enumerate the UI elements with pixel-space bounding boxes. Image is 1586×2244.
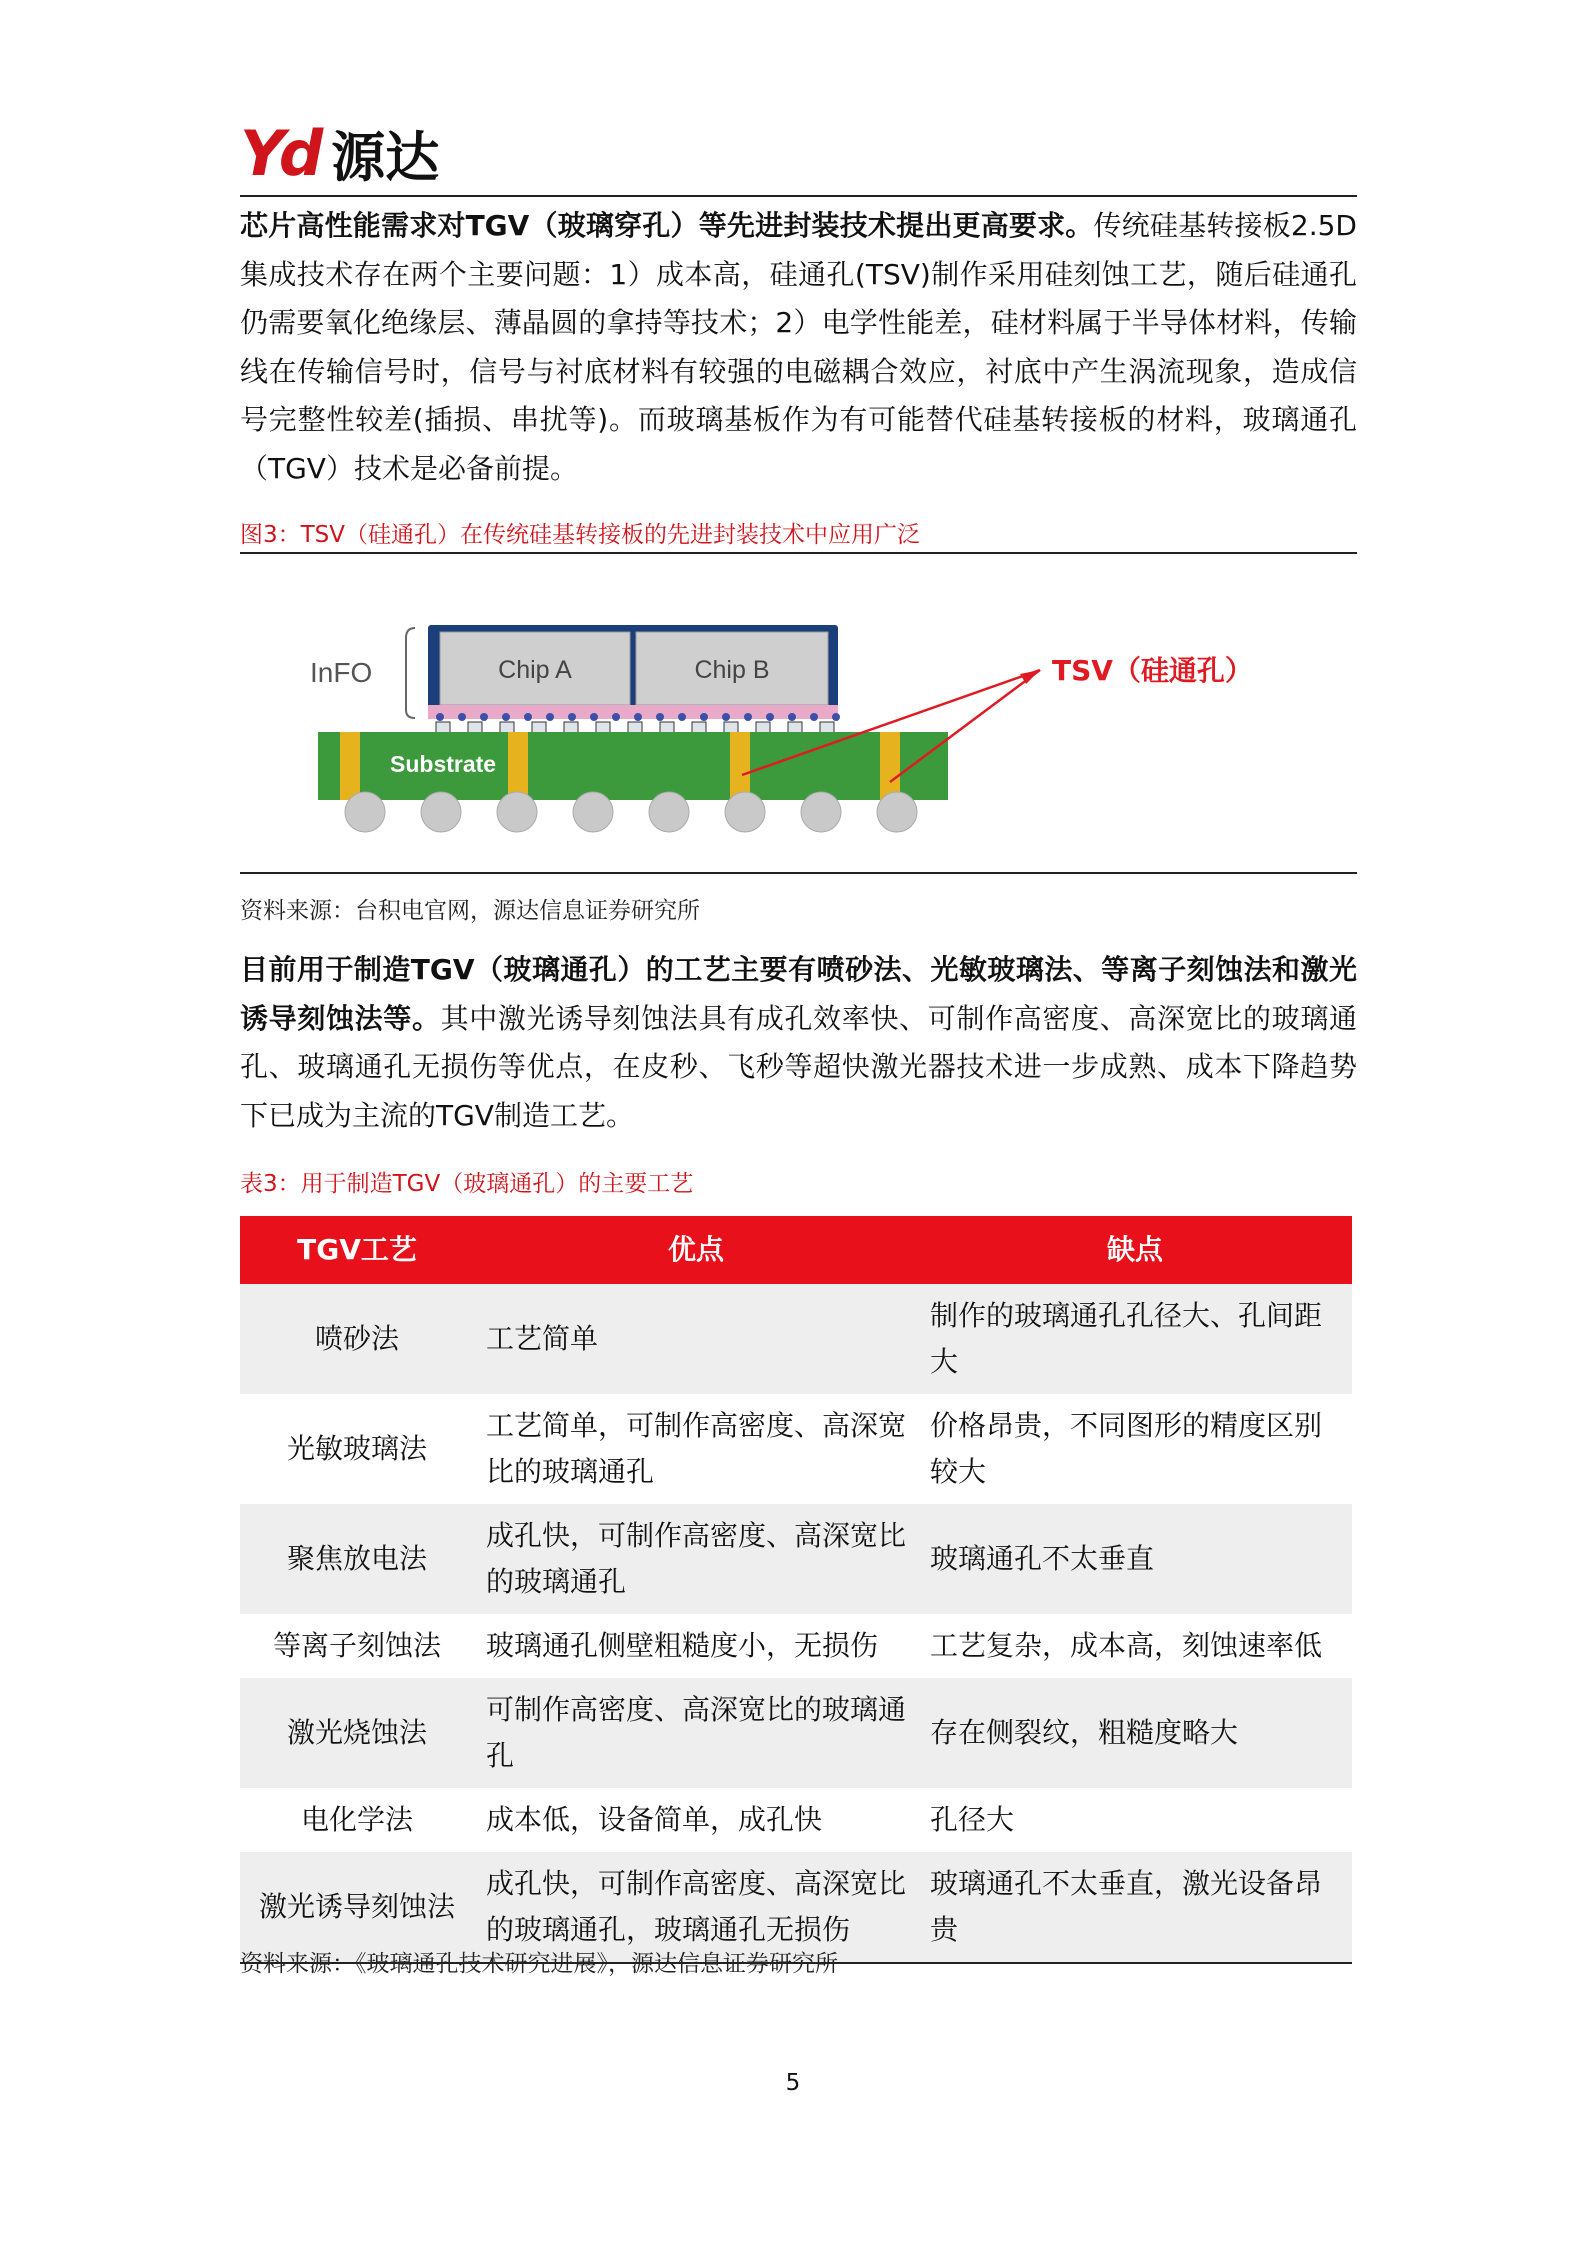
- chip-a-label: Chip A: [498, 656, 572, 684]
- table-row: [240, 1614, 1352, 1678]
- table-header: 缺点: [918, 1216, 1352, 1284]
- paragraph-2: [240, 946, 1357, 1140]
- tsv-label: TSV（硅通孔）: [1052, 654, 1253, 687]
- table-caption: 表3：用于制造TGV（玻璃通孔）的主要工艺: [240, 1171, 694, 1197]
- table-cell: 成本低，设备简单，成孔快: [486, 1803, 823, 1836]
- table-row: [240, 1284, 1352, 1394]
- paragraph-1-body: 传统硅基转接板2.5D集成技术存在两个主要问题：1）成本高，硅通孔(TSV)制作采用硅刻蚀工艺，随后硅通孔仍需要氧化绝缘层、薄晶圆的拿持等技术；2）电学性能差，硅材料属于半导体材料，传输线在传输信号时，信号与衬底材料有较强的电磁耦合效应，衬底中产生涡流现象，造成信号完整性较差(插损、串扰等)。而玻璃基板作为有可能替代硅基转接板的材料，玻璃通孔（TGV）技术是必备前提。: [240, 209, 1357, 485]
- paragraph-1: [240, 202, 1357, 493]
- tgv-process-table: [240, 1216, 1352, 1964]
- tsv-package-diagram: [240, 570, 1357, 870]
- table-cell: 可制作高密度、高深宽比的玻璃通孔: [474, 1678, 918, 1788]
- tsv-via: [508, 732, 528, 800]
- figure-source: 资料来源：台积电官网，源达信息证券研究所: [240, 898, 700, 924]
- table-row: [240, 1678, 1352, 1788]
- table-row: [240, 1504, 1352, 1614]
- header-rule: [240, 195, 1357, 197]
- chip-b-label: Chip B: [694, 656, 770, 684]
- paragraph-1-lead: 芯片高性能需求对TGV（玻璃穿孔）等先进封装技术提出更高要求。: [240, 209, 1094, 242]
- table-cell: 玻璃通孔不太垂直: [918, 1504, 1352, 1614]
- table-cell: 成孔快，可制作高密度、高深宽比的玻璃通孔: [474, 1504, 918, 1614]
- table-cell: 玻璃通孔侧壁粗糙度小，无损伤: [486, 1629, 879, 1662]
- table-cell: 工艺简单: [474, 1284, 918, 1394]
- table-cell: 喷砂法: [240, 1284, 474, 1394]
- page-number: 5: [785, 2070, 801, 2096]
- info-bracket: [406, 628, 415, 718]
- company-logo: [240, 118, 439, 188]
- figure-caption: 图3：TSV（硅通孔）在传统硅基转接板的先进封装技术中应用广泛: [240, 522, 921, 548]
- table-cell: 成孔快，可制作高密度、高深宽比的玻璃通孔，玻璃通孔无损伤: [474, 1852, 918, 1963]
- table-cell: 工艺简单，可制作高密度、高深宽比的玻璃通孔: [486, 1409, 907, 1488]
- figure-top-rule: [240, 552, 1357, 554]
- table-cell: 聚焦放电法: [240, 1504, 474, 1614]
- tsv-via: [730, 732, 750, 800]
- table-cell: 孔径大: [930, 1803, 1015, 1836]
- substrate-label: Substrate: [390, 751, 497, 777]
- tsv-via: [340, 732, 360, 800]
- table-header: TGV工艺: [240, 1216, 474, 1284]
- table-source: 资料来源：《玻璃通孔技术研究进展》，源达信息证券研究所: [240, 1951, 838, 1977]
- table-cell: 玻璃通孔不太垂直，激光设备昂贵: [918, 1852, 1352, 1963]
- table-cell: 激光烧蚀法: [240, 1678, 474, 1788]
- table-header: 优点: [474, 1216, 918, 1284]
- table-row: [240, 1394, 1352, 1504]
- table-cell: 激光诱导刻蚀法: [240, 1852, 474, 1963]
- paragraph-2-lead: 目前用于制造TGV（玻璃通孔）的工艺主要有喷砂法、光敏玻璃法、等离子刻蚀法和激光诱导刻蚀法等。: [240, 953, 1357, 1035]
- logo-text: 源达: [331, 125, 440, 189]
- table-cell: 工艺复杂，成本高，刻蚀速率低: [930, 1629, 1323, 1662]
- figure-bottom-rule: [240, 872, 1357, 874]
- table-cell: 等离子刻蚀法: [272, 1629, 441, 1662]
- table-cell: 制作的玻璃通孔孔径大、孔间距大: [918, 1284, 1352, 1394]
- bumps: [436, 722, 834, 733]
- redistribution-layer: [428, 705, 838, 719]
- tsv-arrow: [890, 670, 1040, 782]
- logo-mark: Yd: [240, 116, 318, 190]
- table-cell: 电化学法: [300, 1803, 413, 1836]
- table-row: [240, 1788, 1352, 1852]
- table-cell: 价格昂贵，不同图形的精度区别较大: [930, 1409, 1323, 1488]
- table-cell: 存在侧裂纹，粗糙度略大: [918, 1678, 1352, 1788]
- tsv-via: [880, 732, 900, 800]
- table-cell: 光敏玻璃法: [286, 1432, 427, 1465]
- info-label: InFO: [310, 657, 373, 688]
- paragraph-2-body: 其中激光诱导刻蚀法具有成孔效率快、可制作高密度、高深宽比的玻璃通孔、玻璃通孔无损伤等优点，在皮秒、飞秒等超快激光器技术进一步成熟、成本下降趋势下已成为主流的TGV制造工艺。: [240, 1001, 1357, 1132]
- table-header-row: [240, 1216, 1352, 1284]
